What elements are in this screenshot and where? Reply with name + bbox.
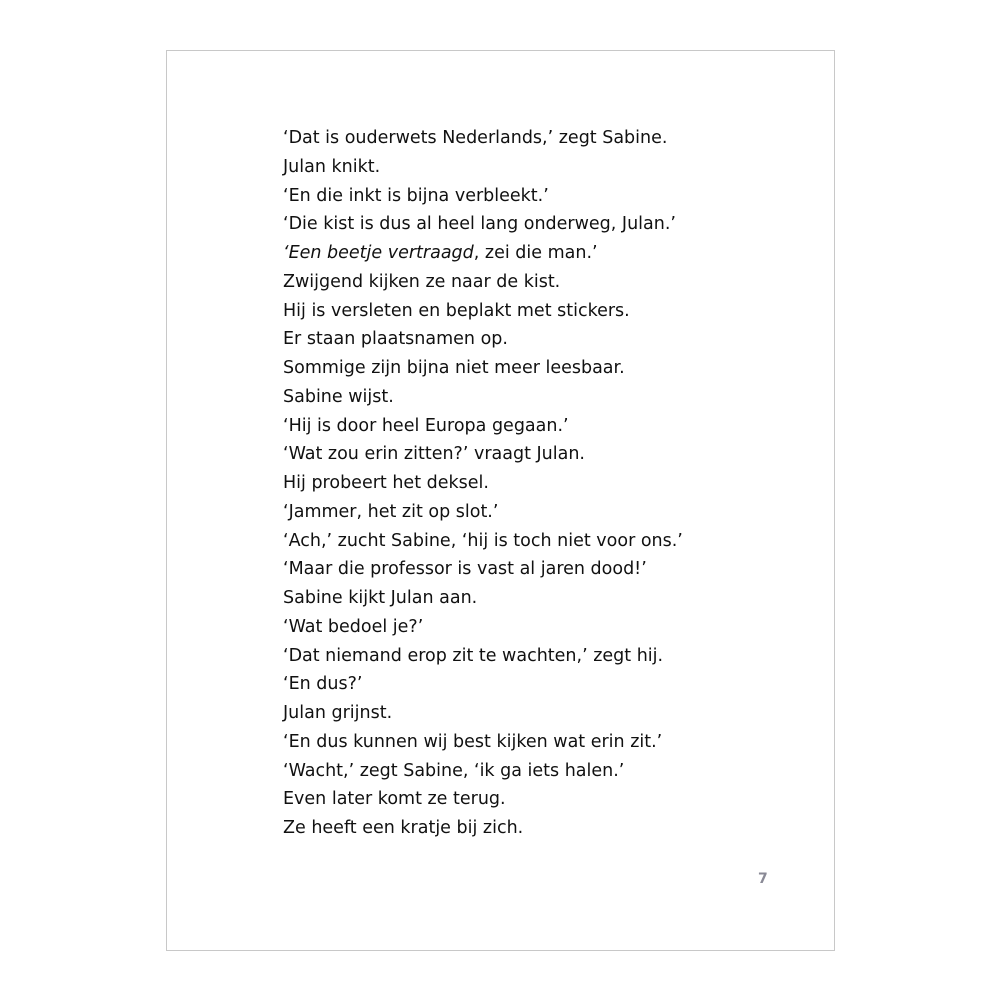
text-rest: , zei die man.’ — [473, 243, 598, 263]
text-line: Er staan plaatsnamen op. — [283, 329, 508, 350]
text-line: Hij probeert het deksel. — [283, 473, 489, 493]
text-line: Ze heeft een kratje bij zich. — [283, 818, 524, 838]
text-line: ‘Wacht,’ zegt Sabine, ‘ik ga iets halen.’ — [283, 760, 625, 781]
text-line: Sabine wijst. — [283, 386, 394, 407]
text-line: ‘En dus kunnen wij best kijken wat erin zit.’ — [283, 731, 663, 752]
text-line: Sommige zijn bijna niet meer leesbaar. — [283, 358, 625, 378]
text-line: Julan knikt. — [283, 156, 381, 177]
book-page — [166, 50, 835, 951]
text-line: ‘En die inkt is bijna verbleekt.’ — [283, 185, 549, 206]
text-line: Hij is versleten en beplakt met stickers. — [283, 300, 630, 321]
text-line: ‘En dus?’ — [283, 674, 363, 695]
text-line: ‘Wat bedoel je?’ — [283, 616, 424, 637]
story-text — [283, 124, 803, 843]
italic-text: ‘Een beetje vertraagd — [283, 243, 474, 263]
text-line: Zwijgend kijken ze naar de kist. — [283, 271, 561, 292]
text-line — [283, 239, 803, 268]
text-line: ‘Dat niemand erop zit te wachten,’ zegt hij. — [283, 645, 664, 666]
text-line: ‘Jammer, het zit op slot.’ — [283, 501, 499, 522]
text-line: Even later komt ze terug. — [283, 789, 506, 810]
text-line: ‘Wat zou erin zitten?’ vraagt Julan. — [283, 444, 585, 465]
text-line: Sabine kijkt Julan aan. — [283, 588, 478, 608]
text-line: ‘Die kist is dus al heel lang onderweg, Julan.’ — [283, 214, 676, 235]
text-line: ‘Hij is door heel Europa gegaan.’ — [283, 415, 569, 436]
page-number: 7 — [758, 871, 768, 887]
text-line: Julan grijnst. — [283, 703, 393, 723]
text-line: ‘Maar die professor is vast al jaren dood!’ — [283, 559, 647, 580]
text-line: ‘Dat is ouderwets Nederlands,’ zegt Sabine. — [283, 128, 668, 148]
text-line: ‘Ach,’ zucht Sabine, ‘hij is toch niet voor ons.’ — [283, 530, 683, 551]
